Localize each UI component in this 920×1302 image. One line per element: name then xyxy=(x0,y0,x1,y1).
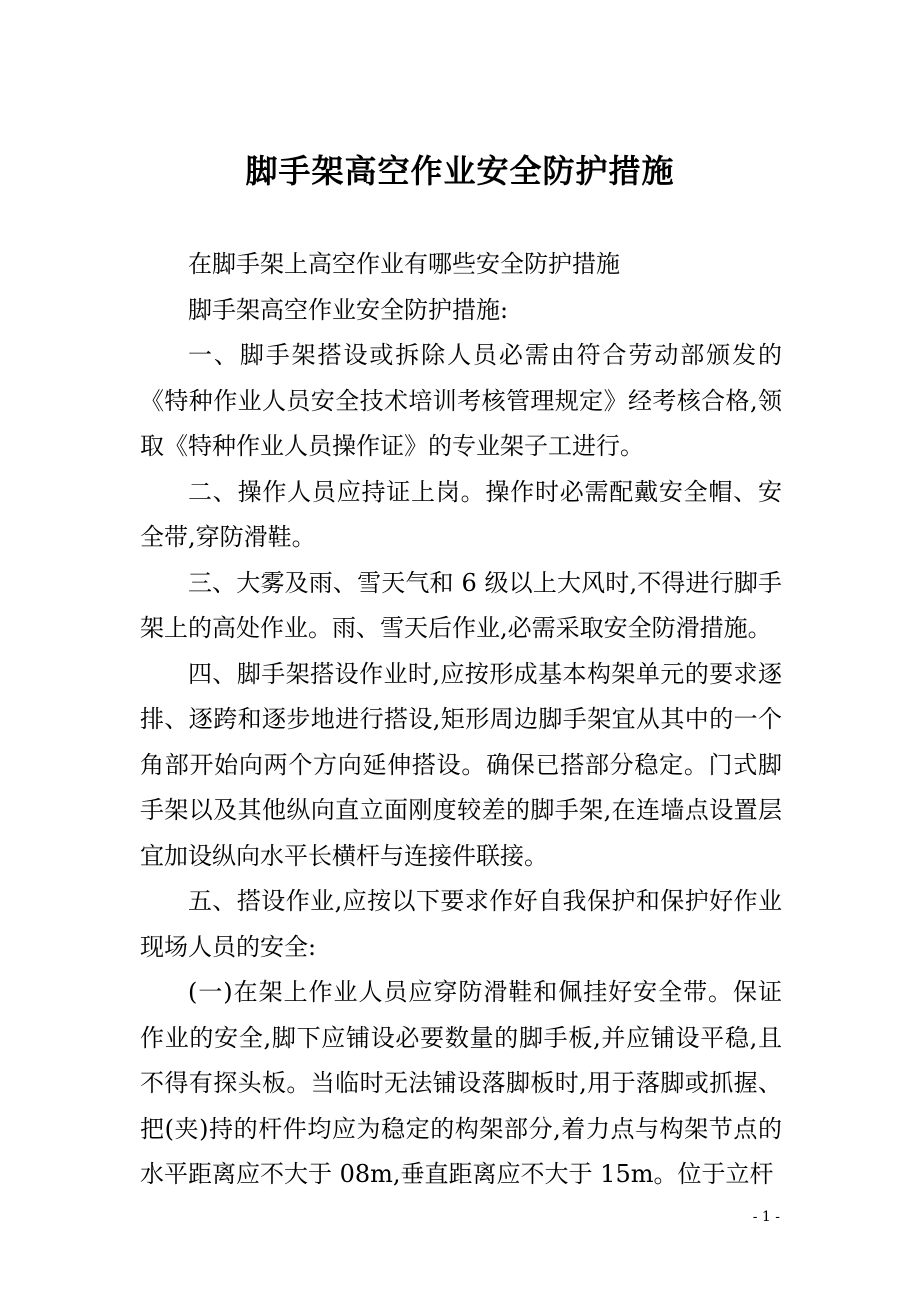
paragraph-item-1: 一、脚手架搭设或拆除人员必需由符合劳动部颁发的《特种作业人员安全技术培训考核管理规定》经考核合格,领取《特种作业人员操作证》的专业架子工进行。 xyxy=(140,341,782,460)
paragraph-item-4: 四、脚手架搭设作业时,应按形成基本构架单元的要求逐排、逐跨和逐步地进行搭设,矩形周边脚手架宜从其中的一个角部开始向两个方向延伸搭设。确保已搭部分稳定。门式脚手架以及其他纵向直立面刚度较差的脚手架,在连墙点设置层宜加设纵向水平长横杆与连接件联接。 xyxy=(140,659,782,870)
paragraph-question: 在脚手架上高空作业有哪些安全防护措施 xyxy=(188,250,620,278)
paragraph-item-2: 二、操作人员应持证上岗。操作时必需配戴安全帽、安全带,穿防滑鞋。 xyxy=(140,477,782,551)
paragraph-item-5: 五、搭设作业,应按以下要求作好自我保护和保护好作业现场人员的安全: xyxy=(140,887,782,961)
document-body xyxy=(140,242,782,1198)
paragraph-heading: 脚手架高空作业安全防护措施: xyxy=(188,295,509,324)
paragraph-item-5-sub-1: (一)在架上作业人员应穿防滑鞋和佩挂好安全带。保证作业的安全,脚下应铺设必要数量的脚手板,并应铺设平稳,且不得有探头板。当临时无法铺设落脚板时,用于落脚或抓握、把(夹)持的杆件均应为稳定的构架部分,着力点与构架节点的水平距离应不大于 08m,垂直距离应不大于 15m。位于立杆 xyxy=(140,978,782,1188)
paragraph-item-3: 三、大雾及雨、雪天气和 6 级以上大风时,不得进行脚手架上的高处作业。雨、雪天后作业,必需采取安全防滑措施。 xyxy=(140,568,782,642)
document-title: 脚手架高空作业安全防护措施 xyxy=(245,152,675,191)
page-number: - 1 - xyxy=(752,1209,780,1225)
